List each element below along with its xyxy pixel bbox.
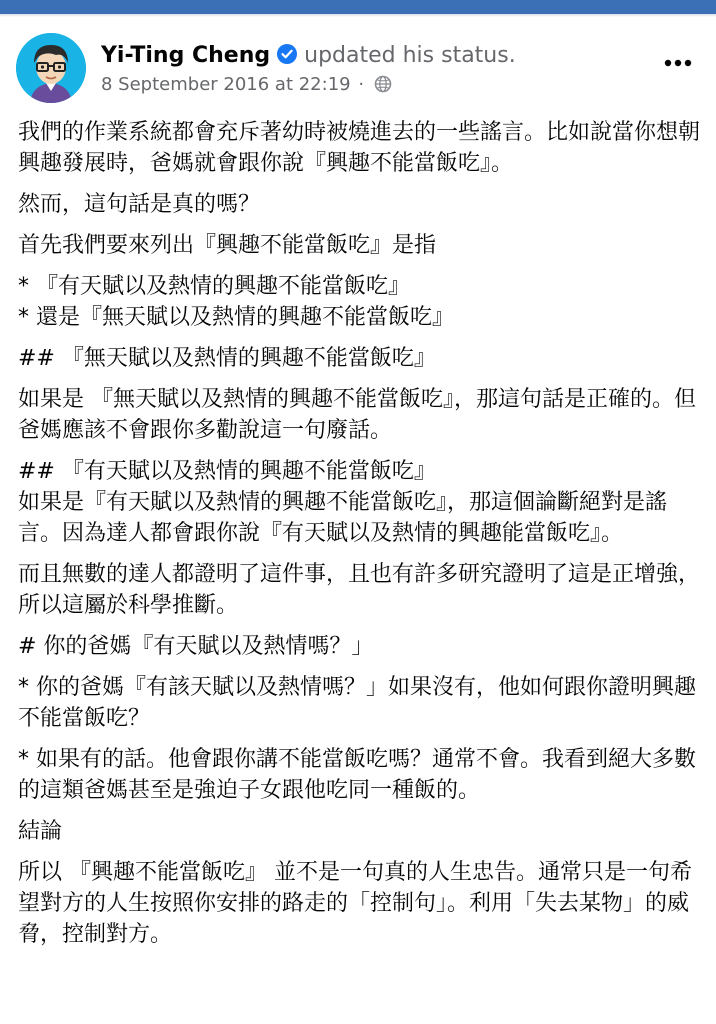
post-paragraph: * 如果有的話。他會跟你講不能當飯吃嗎？通常不會。我看到絕大多數的這類爸媽甚至是強迫子女跟他吃同一種飯的。	[18, 747, 696, 803]
meta-separator: ·	[358, 74, 365, 95]
post-paragraph: ## 『無天賦以及熱情的興趣不能當飯吃』	[18, 346, 436, 371]
post-paragraph: 首先我們要來列出『興趣不能當飯吃』是指	[18, 233, 437, 258]
post-paragraph: 如果是 『無天賦以及熱情的興趣不能當飯吃』，那這句話是正確的。但爸媽應該不會跟你多勸說這一句廢話。	[18, 387, 696, 443]
post-meta	[101, 73, 392, 97]
globe-icon[interactable]	[374, 75, 392, 93]
post-paragraph: ## 『有天賦以及熱情的興趣不能當飯吃』 如果是『有天賦以及熱情的興趣不能當飯吃』，那這個論斷絕對是謠言。因為達人都會跟你說『有天賦以及熱情的興趣能當飯吃』。	[18, 459, 668, 546]
avatar-illustration	[16, 33, 86, 103]
post-header	[0, 17, 716, 117]
post-paragraph: 結論	[18, 819, 63, 844]
verified-badge-icon	[276, 43, 298, 65]
post-paragraph: 而且無數的達人都證明了這件事，且也有許多研究證明了這是正增強，所以這屬於科學推斷。	[18, 562, 701, 618]
author-line	[101, 41, 516, 71]
post-paragraph: * 『有天賦以及熱情的興趣不能當飯吃』 * 還是『無天賦以及熱情的興趣不能當飯吃』	[18, 274, 454, 330]
post-paragraph: * 你的爸媽『有該天賦以及熱情嗎？」如果沒有，他如何跟你證明興趣不能當飯吃？	[18, 675, 696, 731]
post-paragraph: 然而，這句話是真的嗎？	[18, 192, 261, 217]
author-name[interactable]: Yi-Ting Cheng	[101, 43, 271, 68]
post-paragraph: 我們的作業系統都會充斥著幼時被燒進去的一些謠言。比如說當你想朝興趣發展時，爸媽就會跟你說『興趣不能當飯吃』。	[18, 120, 701, 176]
more-options-icon[interactable]	[660, 53, 696, 73]
post-timestamp[interactable]: 8 September 2016 at 22:19	[101, 74, 351, 95]
avatar[interactable]	[16, 33, 86, 103]
status-action-text: updated his status.	[304, 43, 516, 68]
post-paragraph: # 你的爸媽『有天賦以及熱情嗎？」	[18, 634, 374, 659]
top-status-bar	[0, 0, 716, 14]
post-paragraph: 所以 『興趣不能當飯吃』 並不是一句真的人生忠告。通常只是一句希望對方的人生按照你安排的路走的「控制句」。利用「失去某物」的威脅，控制對方。	[18, 860, 692, 947]
post-body	[18, 117, 704, 960]
